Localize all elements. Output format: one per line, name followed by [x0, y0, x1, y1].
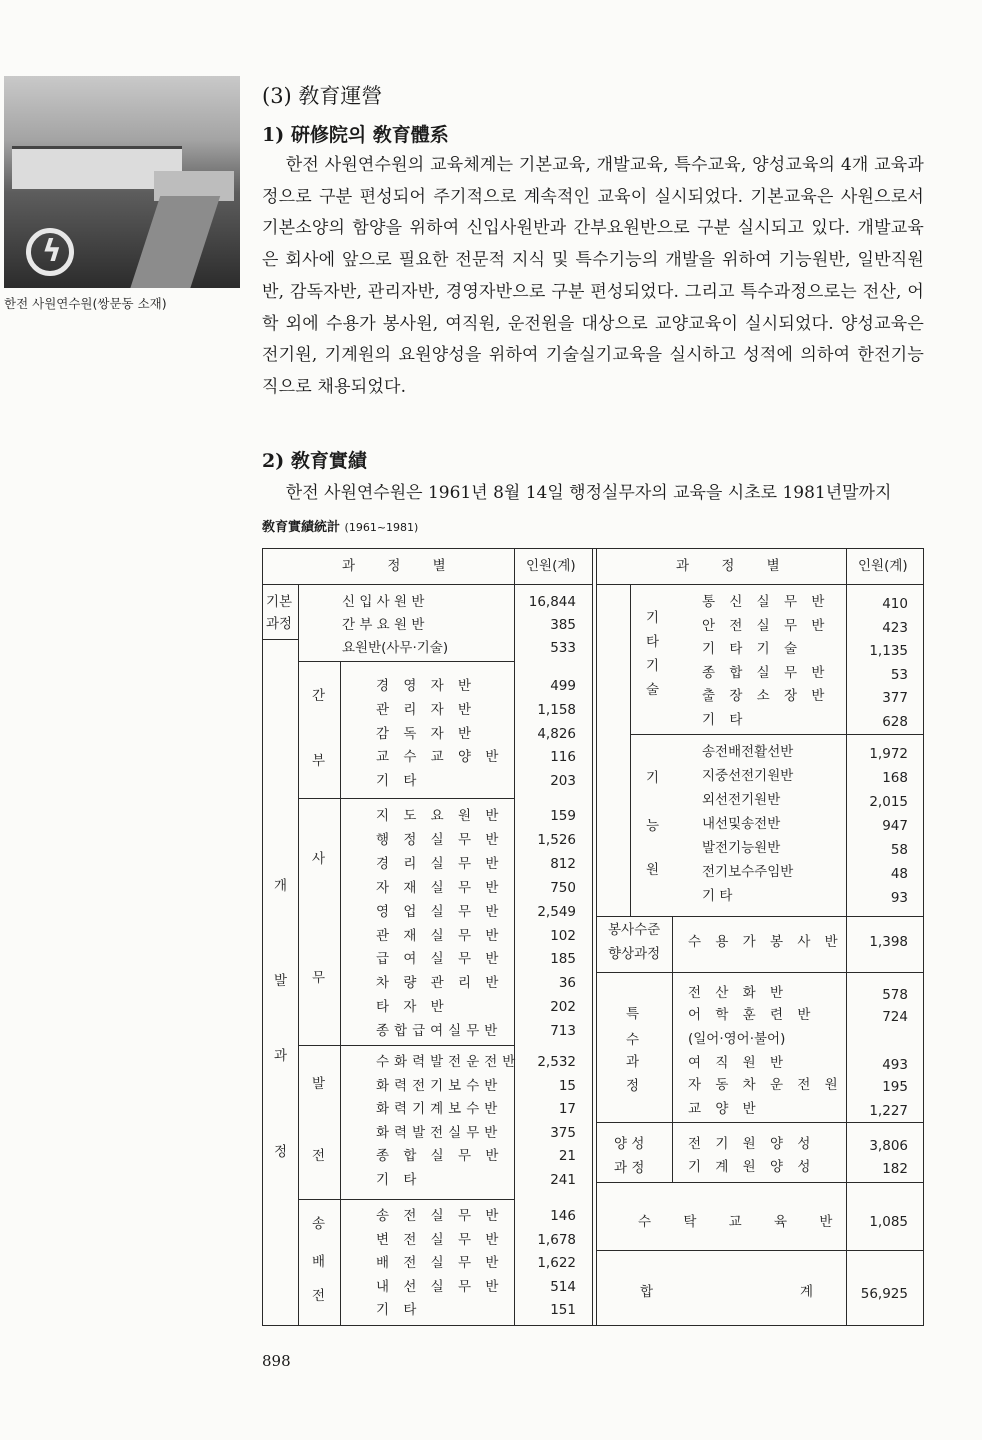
course-name: 기 타 [376, 1302, 422, 1319]
table-rule [514, 548, 515, 1326]
course-name: 차 량 관 리 반 [376, 975, 504, 992]
course-name: 발전기능원반 [702, 840, 781, 856]
table-rule [298, 661, 514, 662]
course-count: 2,549 [537, 903, 576, 920]
course-name: 관 재 실 무 반 [376, 927, 504, 944]
course-count: 1,227 [869, 1103, 908, 1119]
table-rule [923, 548, 924, 1326]
course-count: 947 [882, 818, 908, 834]
total-label: 합 [640, 1284, 654, 1300]
course-name: 지 도 요 원 반 [376, 808, 504, 824]
course-name: 화력전기보수반 [376, 1077, 503, 1094]
course-name: 지중선전기원반 [702, 768, 794, 784]
table-rule [630, 734, 924, 735]
course-name: 전 산 화 반 [688, 985, 789, 1001]
course-name: 화력기계보수반 [376, 1101, 503, 1118]
subgroup-label: 전 [312, 1288, 326, 1304]
special-course-label: 과 [626, 1054, 640, 1070]
subgroup-label: 발 [312, 1076, 326, 1092]
special-course-label: 정 [626, 1078, 640, 1094]
course-name: 어 학 훈 련 반 [688, 1007, 816, 1023]
course-name: 신 입 사 원 반 [342, 594, 425, 610]
course-name: 자 재 실 무 반 [376, 879, 504, 896]
course-count: 377 [882, 690, 908, 706]
course-count: 1,622 [537, 1255, 576, 1272]
development-course-label: 발 [274, 973, 288, 989]
special-course-label: 수 [626, 1032, 640, 1048]
table-rule [262, 1325, 924, 1326]
course-name: 요원반(사무·기술) [342, 640, 449, 656]
course-count: 423 [882, 619, 908, 636]
course-count: 1,085 [869, 1214, 908, 1230]
course-count: 53 [890, 666, 908, 683]
course-count: 1,158 [537, 701, 576, 718]
course-name: 기 타 [702, 711, 748, 728]
other-tech-label: 술 [646, 682, 660, 698]
total-count: 56,925 [860, 1286, 908, 1302]
course-count: 410 [882, 596, 908, 612]
course-name: 외선전기원반 [702, 792, 781, 808]
course-count: 499 [550, 678, 576, 694]
table-caption-range: (1961~1981) [344, 521, 419, 534]
course-name: 종 합 실 무 반 [376, 1148, 504, 1165]
course-count: 21 [558, 1148, 576, 1165]
basic-course-label: 기본 [266, 594, 293, 610]
photo-caption: 한전 사원연수원(쌍문동 소재) [4, 296, 167, 311]
course-count: 58 [890, 842, 908, 858]
table-rule [596, 916, 924, 917]
table-rule [672, 916, 673, 972]
training-course-label: 양 성 [614, 1136, 645, 1152]
table-rule [298, 584, 299, 1326]
table-rule [592, 548, 593, 1326]
subgroup-label: 간 [312, 688, 326, 704]
course-count: 375 [550, 1124, 576, 1141]
table-rule [262, 548, 263, 1326]
course-name: 송전배전활선반 [702, 744, 794, 760]
course-name: 교 수 교 양 반 [376, 749, 504, 766]
course-name: 수 용 가 봉 사 반 [688, 934, 843, 950]
table-rule [596, 1122, 924, 1123]
table-rule [672, 972, 673, 1122]
table-rule [298, 1199, 514, 1200]
course-name: 간 부 요 원 반 [342, 617, 425, 633]
course-name: 전기보수주임반 [702, 864, 794, 880]
other-tech-label: 기 [646, 610, 660, 626]
course-name: (일어·영어·불어) [688, 1031, 786, 1047]
course-name: 안 전 실 무 반 [702, 617, 830, 634]
table-rule [596, 548, 597, 1326]
course-count: 195 [882, 1079, 908, 1095]
development-course-label: 정 [274, 1144, 288, 1160]
course-count: 533 [550, 640, 576, 656]
course-name: 배 전 실 무 반 [376, 1255, 504, 1272]
course-name: 종합급여실무반 [376, 1023, 503, 1040]
header-course: 과 정 별 [342, 558, 460, 574]
technician-label: 능 [646, 818, 660, 834]
course-count: 713 [550, 1023, 576, 1040]
course-name: 행 정 실 무 반 [376, 831, 504, 848]
course-name: 영 업 실 무 반 [376, 903, 504, 920]
course-name: 내 선 실 무 반 [376, 1278, 504, 1295]
course-count: 146 [550, 1208, 576, 1224]
table-rule [262, 548, 924, 549]
table-caption-title: 敎育實績統計 [262, 520, 341, 535]
course-name: 기 타 [702, 888, 733, 904]
total-label: 계 [800, 1284, 814, 1300]
other-tech-label: 기 [646, 658, 660, 674]
education-statistics-table [262, 548, 924, 1326]
course-count: 151 [550, 1302, 576, 1319]
header-course: 과 정 별 [676, 558, 794, 574]
table-rule [596, 584, 924, 585]
table-rule [596, 1250, 924, 1251]
header-count: 인원(계) [526, 558, 576, 574]
course-count: 16,844 [528, 594, 576, 610]
course-count: 241 [550, 1172, 576, 1188]
course-count: 1,972 [869, 746, 908, 762]
table-rule [596, 972, 924, 973]
course-name: 기 계 원 양 성 [688, 1159, 816, 1175]
other-tech-label: 타 [646, 634, 660, 650]
technician-label: 원 [646, 862, 660, 878]
body-paragraph-2: 한전 사원연수원은 1961년 8월 14일 행정실무자의 교육을 시초로 1981년말까지 [285, 483, 892, 503]
table-rule [262, 584, 593, 585]
training-center-photo: ϟ [4, 76, 240, 288]
subgroup-label: 무 [312, 970, 326, 986]
course-count: 159 [550, 808, 576, 824]
subsection-heading-1: 1) 硏修院의 敎育體系 [262, 124, 449, 146]
special-course-label: 특 [626, 1006, 640, 1022]
course-name: 자 동 차 운 전 원 [688, 1077, 843, 1093]
table-caption [262, 516, 418, 535]
course-name: 기 타 [376, 773, 422, 790]
subsection-heading-2: 2) 敎育實績 [262, 450, 367, 472]
table-rule [262, 639, 298, 640]
table-rule [672, 1122, 673, 1182]
course-count: 2,532 [537, 1054, 576, 1070]
course-count: 15 [558, 1077, 576, 1094]
subgroup-label: 사 [312, 851, 326, 867]
course-name: 여 직 원 반 [688, 1055, 789, 1071]
course-count: 1,135 [869, 643, 908, 659]
section-title: (3) 敎育運營 [262, 84, 383, 108]
course-name: 감 독 자 반 [376, 725, 477, 742]
course-name: 교 양 반 [688, 1101, 761, 1117]
course-name: 타 자 반 [376, 999, 449, 1016]
header-count: 인원(계) [858, 558, 908, 574]
course-count: 578 [882, 987, 908, 1003]
course-count: 812 [550, 855, 576, 872]
course-name: 내선및송전반 [702, 816, 781, 832]
course-count: 385 [550, 617, 576, 633]
course-name: 화력발전실무반 [376, 1124, 503, 1141]
course-name: 기 타 기 술 [702, 641, 803, 657]
table-rule [340, 661, 341, 1326]
course-name: 통 신 실 무 반 [702, 594, 830, 610]
subgroup-label: 부 [312, 753, 326, 769]
course-count: 750 [550, 879, 576, 896]
page-number: 898 [262, 1352, 291, 1370]
table-rule [298, 1045, 514, 1046]
course-name: 송 전 실 무 반 [376, 1208, 504, 1224]
course-count: 203 [550, 773, 576, 790]
course-name: 변 전 실 무 반 [376, 1231, 504, 1248]
basic-course-label: 과정 [266, 616, 293, 632]
course-count: 1,678 [537, 1231, 576, 1248]
course-count: 2,015 [869, 794, 908, 810]
course-count: 4,826 [537, 725, 576, 742]
course-count: 1,398 [869, 934, 908, 950]
table-rule [298, 798, 514, 799]
course-count: 102 [550, 927, 576, 944]
course-count: 185 [550, 951, 576, 968]
service-course-label: 봉사수준 [608, 922, 661, 938]
course-name: 수화력발전운전반 [376, 1054, 521, 1070]
technician-label: 기 [646, 770, 660, 786]
subgroup-label: 송 [312, 1216, 326, 1232]
development-course-label: 과 [274, 1048, 288, 1064]
course-count: 724 [882, 1009, 908, 1025]
course-name: 관 리 자 반 [376, 701, 477, 718]
course-count: 17 [558, 1101, 576, 1118]
course-name: 경 리 실 무 반 [376, 855, 504, 872]
course-count: 493 [882, 1057, 908, 1073]
course-count: 3,806 [869, 1138, 908, 1154]
course-count: 93 [890, 890, 908, 906]
service-course-label: 향상과정 [608, 946, 661, 962]
subgroup-label: 전 [312, 1148, 326, 1164]
course-name: 출 장 소 장 반 [702, 688, 830, 704]
course-count: 182 [882, 1161, 908, 1177]
course-name: 종 합 실 무 반 [702, 664, 830, 681]
table-rule [846, 548, 847, 1326]
course-name: 급 여 실 무 반 [376, 951, 504, 968]
table-rule [630, 584, 631, 916]
subgroup-label: 배 [312, 1254, 326, 1270]
development-course-label: 개 [274, 878, 288, 894]
course-name: 전 기 원 양 성 [688, 1136, 816, 1152]
contract-course-name: 수 탁 교 육 반 [638, 1214, 847, 1230]
course-count: 36 [558, 975, 576, 992]
course-name: 기 타 [376, 1172, 422, 1188]
course-count: 1,526 [537, 831, 576, 848]
table-rule [596, 1182, 924, 1183]
course-name: 경 영 자 반 [376, 678, 477, 694]
course-count: 48 [890, 866, 908, 882]
course-count: 116 [550, 749, 576, 766]
course-count: 514 [550, 1278, 576, 1295]
training-course-label: 과 정 [614, 1160, 645, 1176]
course-count: 202 [550, 999, 576, 1016]
course-count: 168 [882, 770, 908, 786]
course-count: 628 [882, 713, 908, 730]
body-paragraph-1: 한전 사원연수원의 교육체계는 기본교육, 개발교육, 특수교육, 양성교육의 4개 교육과정으로 구분 편성되어 주기적으로 계속적인 교육이 실시되었다. 기본교육은 사원으로서 기본소양의 함양을 위하여 신입사원반과 간부요원반으로 구분 실시되고 있다. 개발교육은 회사에 앞으로 필요한 전문적 지식 및 특수기능의 개발을 위하여 기능원반, 일반직원반, 감독자반, 관리자반, 경영자반으로 구분 편성되었다. 그리고 특수과정으로는 전산, 어학 외에 수용가 봉사원, 여직원, 운전원을 대상으로 교양교육이 실시되었다. 양성교육은 전기원, 기계원의 요원양성을 위하여 기술실기교육을 실시하고 성적에 의하여 한전기능직으로 채용되었다. [262, 155, 924, 397]
